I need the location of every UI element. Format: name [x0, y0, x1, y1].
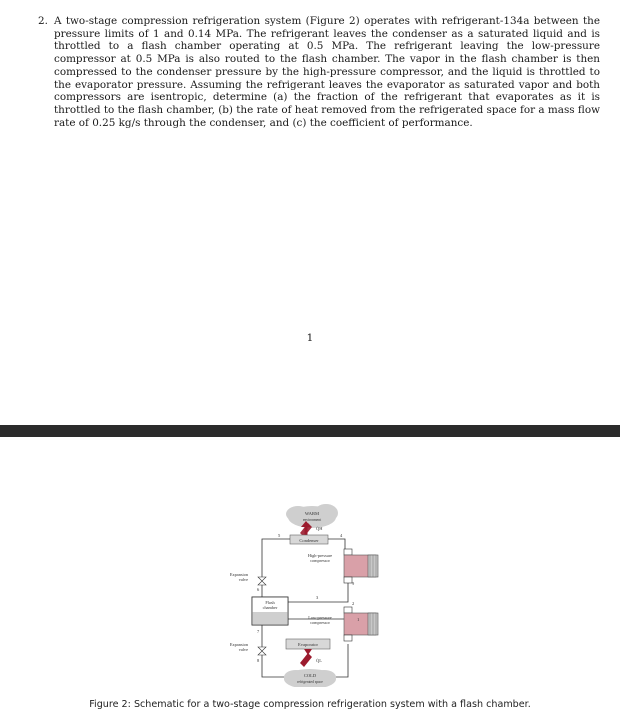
- cold-label: COLD: [303, 673, 317, 678]
- state-5: 5: [278, 533, 281, 538]
- hp-compressor-label: High-pressure: [307, 553, 333, 558]
- state-3: 3: [316, 595, 319, 600]
- flash-chamber-sublabel: chamber: [262, 605, 278, 610]
- warm-environment-cloud: [286, 504, 338, 528]
- high-pressure-compressor-icon: [344, 549, 378, 583]
- page-number: 1: [306, 332, 314, 344]
- upper-valve-sublabel: valve: [238, 577, 248, 582]
- cold-sublabel: refrigerated space: [297, 680, 323, 684]
- ql-label: Q̇L: [316, 658, 322, 663]
- warm-label: WARM: [304, 511, 320, 516]
- state-7: 7: [257, 629, 260, 634]
- state-9: 9: [352, 581, 355, 586]
- lower-expansion-valve-icon: [258, 647, 266, 655]
- upper-valve-label: Expansion: [229, 572, 248, 577]
- page-2: [0, 437, 620, 722]
- flash-chamber-label: Flash: [265, 600, 275, 605]
- page-divider: [0, 425, 620, 437]
- refrigeration-schematic: [0, 437, 620, 687]
- state-1: 1: [357, 617, 360, 622]
- state-2: 2: [352, 601, 355, 606]
- upper-expansion-valve-icon: [258, 577, 266, 585]
- problem-number: 2.: [38, 15, 48, 27]
- state-8: 8: [257, 658, 260, 663]
- lower-valve-sublabel: valve: [238, 647, 248, 652]
- problem-statement: [40, 15, 600, 129]
- evaporator-label: Evaporator: [298, 642, 318, 647]
- low-pressure-compressor-icon: [344, 607, 378, 641]
- cold-space-cloud: [284, 669, 336, 687]
- figure-caption: Figure 2: Schematic for a two-stage compression refrigeration system with a flash chamber.: [89, 699, 531, 710]
- problem-text: A two-stage compression refrigeration system (Figure 2) operates with refrigerant-134a between the pressure limits of 1 and 0.14 MPa. The refrigerant leaves the condenser as a saturated liquid and is throttled to a flash chamber operating at 0.5 MPa. The refrigerant leaving the low-pressure compressor at 0.5 MPa is also routed to the flash chamber. The vapor in the flash chamber is then compressed to the condenser pressure by the high-pressure compressor, and the liquid is throttled to the evaporator pressure. Assuming the refrigerant leaves the evaporator as saturated vapor and both compressors are isentropic, determine (a) the fraction of the refrigerant that evaporates as it is throttled to the flash chamber, (b) the rate of heat removed from the refrigerated space for a mass flow rate of 0.25 kg/s through the condenser, and (c) the coefficient of performance.: [54, 15, 600, 129]
- flash-chamber-liquid: [252, 612, 287, 625]
- state-4: 4: [340, 533, 343, 538]
- ql-arrow: [300, 649, 312, 667]
- lower-valve-label: Expansion: [229, 642, 248, 647]
- qh-label: Q̇H: [316, 526, 323, 531]
- state-6: 6: [257, 587, 260, 592]
- lp-compressor-sublabel: compressor: [310, 620, 330, 625]
- condenser-label: Condenser: [299, 538, 319, 543]
- hp-compressor-sublabel: compressor: [310, 558, 330, 563]
- lp-compressor-label: Low-pressure: [308, 615, 332, 620]
- warm-environment-label: environment: [302, 518, 322, 522]
